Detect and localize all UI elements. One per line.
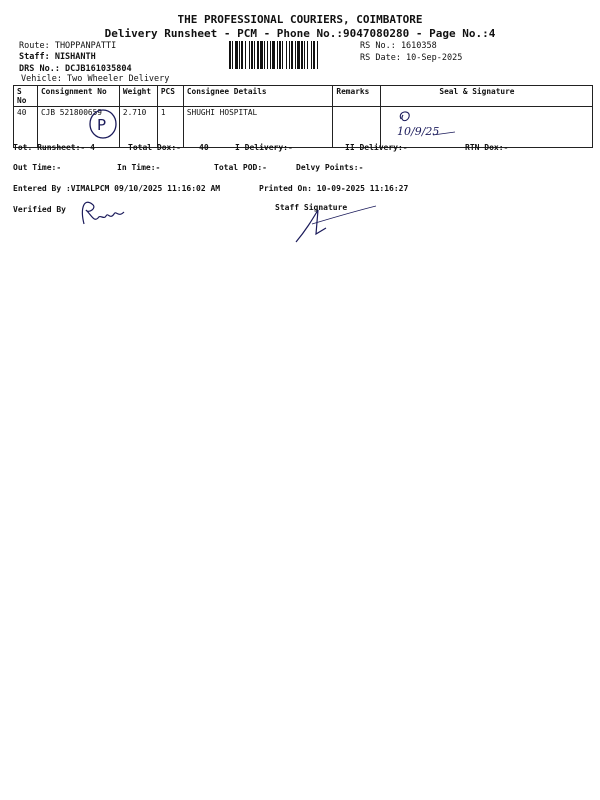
svg-text:10/9/25: 10/9/25 [397, 125, 440, 138]
entered-by: Entered By :VIMALPCM 09/10/2025 11:16:02 AM [13, 184, 221, 193]
circled-p-mark [86, 107, 120, 141]
cell-pcs: 1 [157, 107, 183, 148]
printed-on: Printed On: 10-09-2025 11:16:27 [259, 184, 409, 193]
staff-signature-label: Staff Signature [275, 203, 348, 212]
svg-text:P: P [97, 116, 107, 134]
col-weight: Weight [119, 86, 157, 107]
col-seal-signature: Seal & Signature [381, 86, 593, 107]
barcode-image [229, 41, 355, 69]
table-header-row [14, 86, 593, 107]
staff-signature [292, 204, 382, 246]
col-consignment: Consignment No [37, 86, 119, 107]
out-time: Out Time:- [13, 163, 62, 172]
i-delivery: I Delivery:- [235, 143, 293, 152]
seal-handwriting [393, 105, 463, 141]
rs-number: RS No.: 1610358 [360, 41, 437, 51]
verified-signature [78, 196, 128, 230]
cell-consignee: SHUGHI HOSPITAL [183, 107, 333, 148]
delvy-points: Delvy Points:- [296, 163, 364, 172]
cell-remarks [333, 107, 381, 148]
ii-delivery: II Delivery:- [345, 143, 408, 152]
col-consignee: Consignee Details [183, 86, 333, 107]
runsheet-subtitle: Delivery Runsheet - PCM - Phone No.:9047080280 - Page No.:4 [104, 27, 496, 40]
total-dox-value: 40 [199, 143, 209, 152]
col-remarks: Remarks [333, 86, 381, 107]
total-dox-label: Total Dox:- [128, 143, 181, 152]
in-time: In Time:- [117, 163, 161, 172]
cell-consignment: CJB 521800659 [37, 107, 119, 148]
rs-date: RS Date: 10-Sep-2025 [360, 53, 463, 63]
route-label: Route: THOPPANPATTI [19, 41, 117, 51]
staff-label: Staff: NISHANTH [19, 52, 96, 62]
col-sno: S No [14, 86, 38, 107]
drs-number: DRS No.: DCJB161035804 [19, 64, 132, 74]
col-pcs: PCS [157, 86, 183, 107]
tot-runsheet: Tot. Runsheet:- 4 [13, 143, 95, 152]
vehicle-label: Vehicle: Two Wheeler Delivery [21, 74, 170, 84]
verified-by-label: Verified By [13, 205, 66, 214]
company-title: THE PROFESSIONAL COURIERS, COIMBATORE [177, 13, 423, 26]
rtn-dox: RTN Dox:- [465, 143, 509, 152]
cell-sno: 40 [14, 107, 38, 148]
total-pod: Total POD:- [214, 163, 267, 172]
cell-weight: 2.710 [119, 107, 157, 148]
